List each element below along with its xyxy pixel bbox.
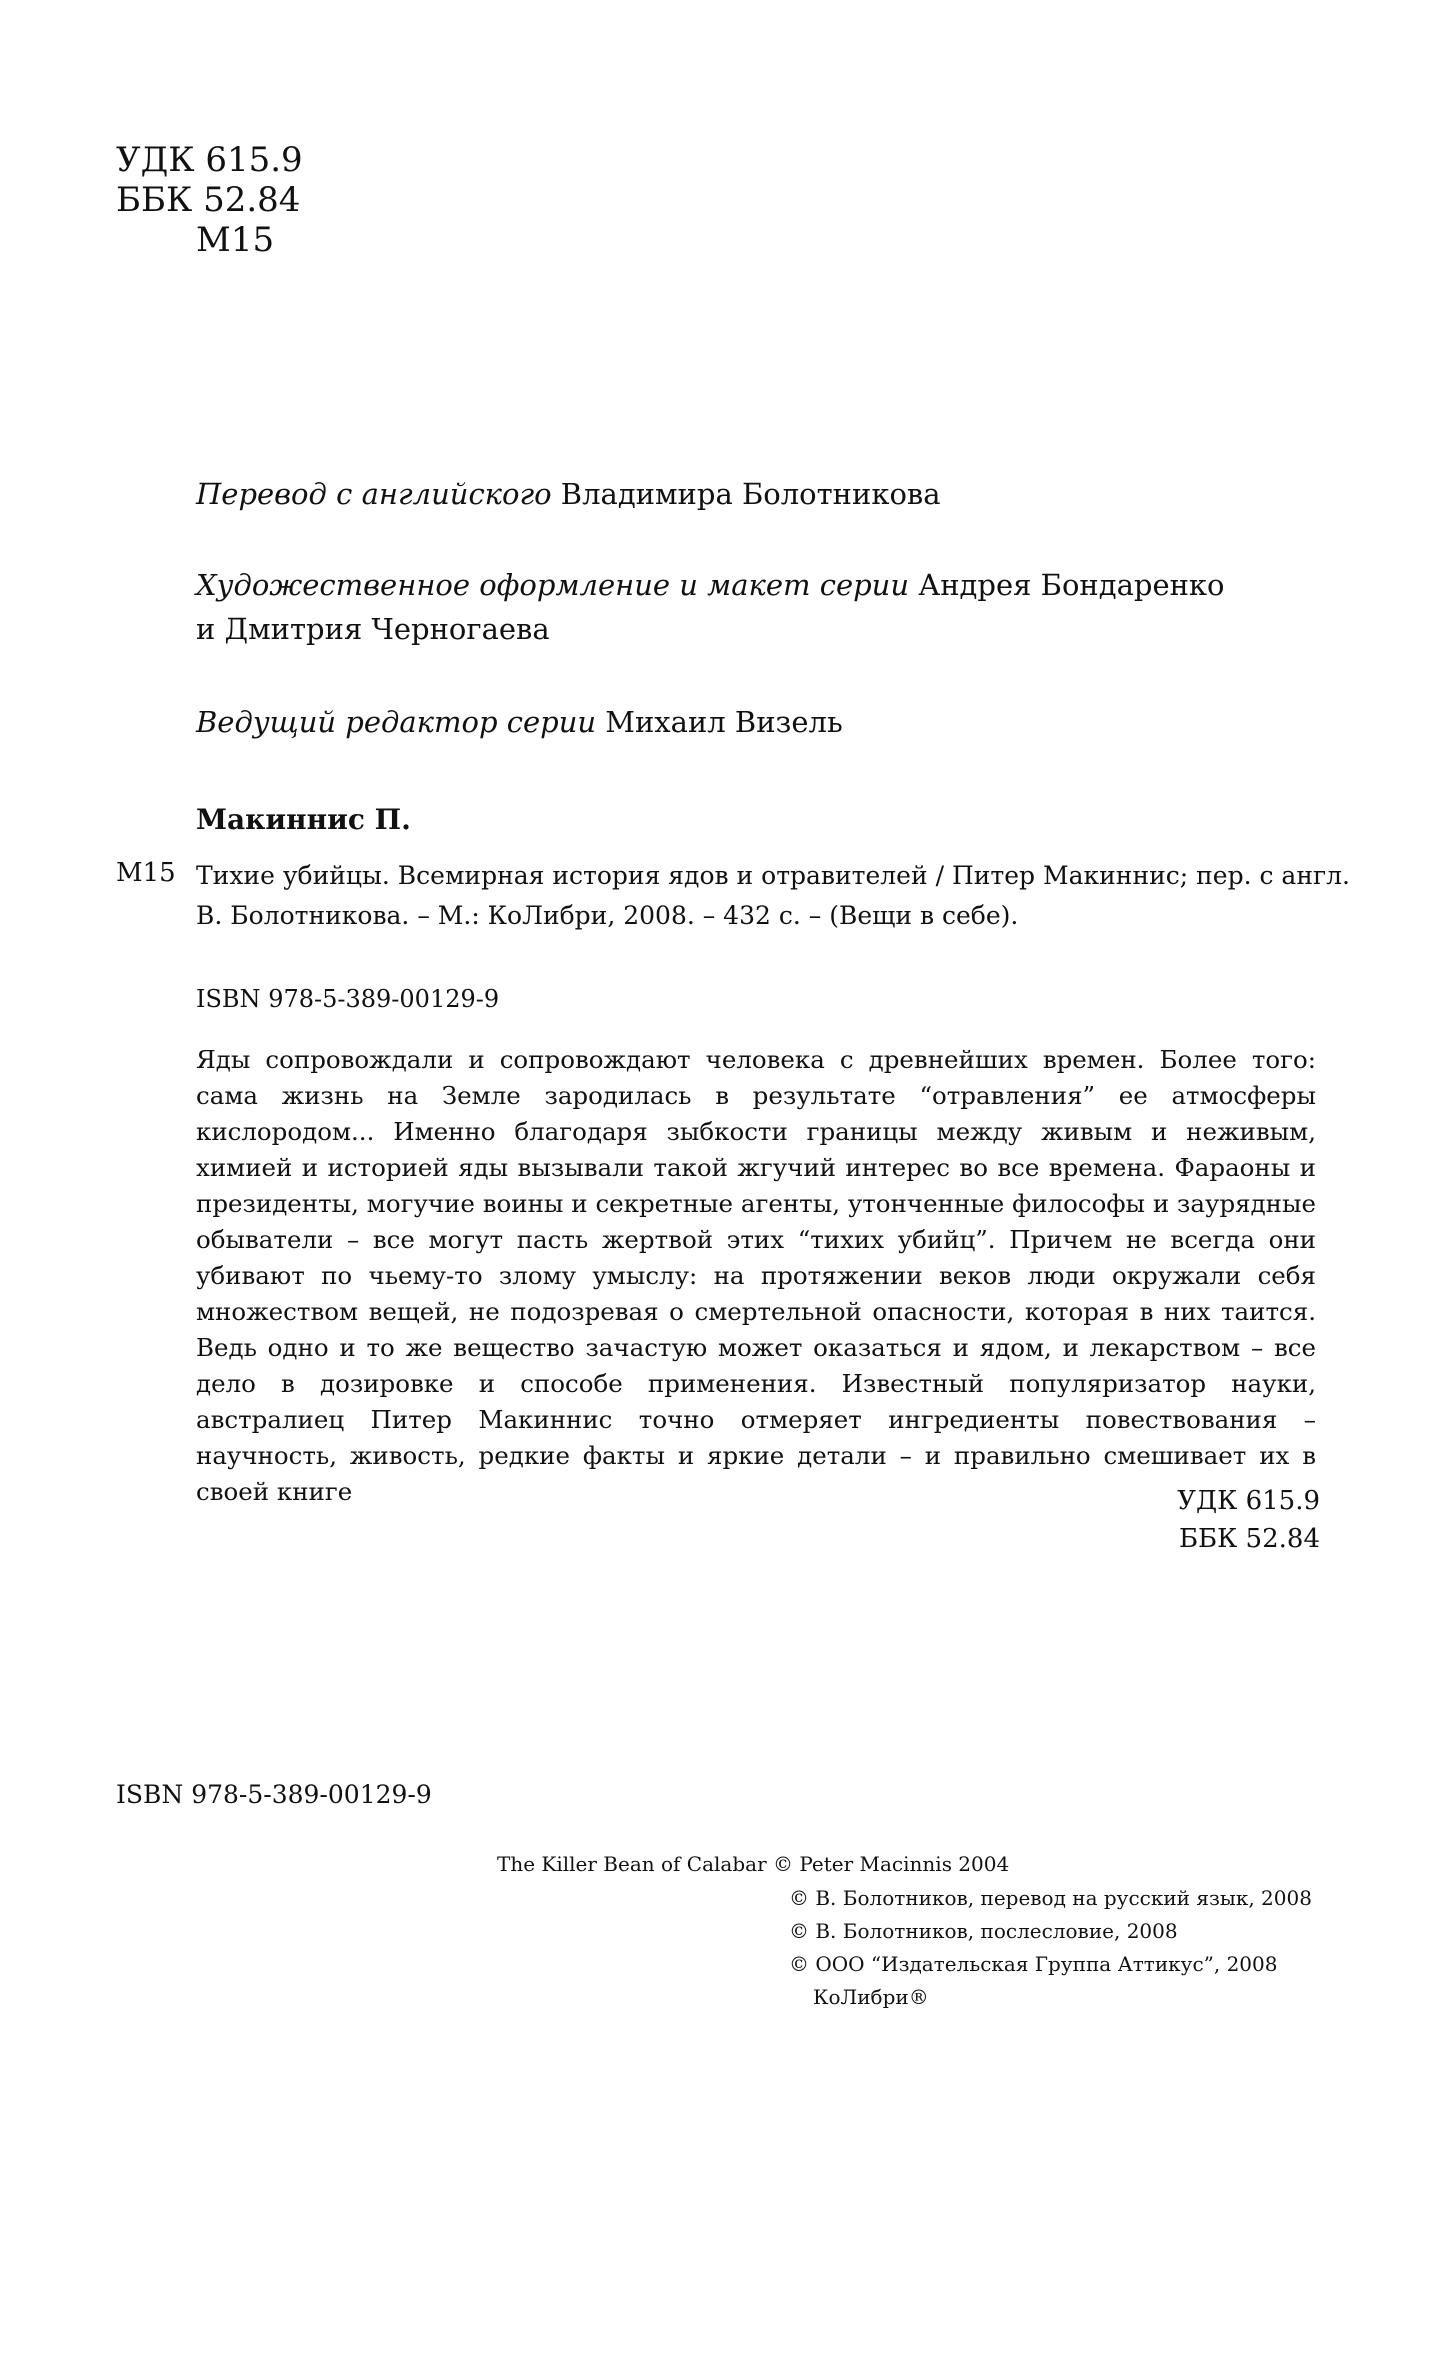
copyright-imprint: КоЛибри® [813, 1985, 929, 2009]
udk-code-right: УДК 615.9 [1177, 1486, 1320, 1516]
copyright-publisher: © ООО “Издательская Группа Аттикус”, 2008 [789, 1952, 1278, 1976]
classification-codes-right [1177, 1482, 1320, 1558]
copyright-original: The Killer Bean of Calabar © Peter Macinnis 2004 [497, 1852, 1010, 1876]
credit-role: Перевод с английского [196, 477, 552, 511]
catalog-isbn: ISBN 978-5-389-00129-9 [196, 985, 500, 1013]
copyright-block [789, 1882, 1312, 2014]
credit-role: Художественное оформление и макет серии [196, 568, 910, 602]
udk-code: УДК 615.9 [116, 140, 303, 180]
book-abstract: Яды сопровождали и сопровождают человека с древнейших времен. Более того: сама жизнь на Земле зародилась в результате “отравления” ее атмосферы кислородом... Именно благодаря зыбкости границы между живым и неживым, химией и историей яды вызывали такой жгучий интерес во все времена. Фараоны и президенты, могучие воины и секретные агенты, утонченные философы и заурядные обыватели – все могут пасть жертвой этих “тихих убийц”. Причем не всегда они убивают по чьему-то злому умыслу: на протяжении веков люди окружали себя множеством вещей, не подозревая о смертельной опасности, которая в них таится. Ведь одно и то же вещество зачастую может оказаться и ядом, и лекарством – все дело в дозировке и способе применения. Известный популяризатор науки, австралиец Питер Макиннис точно отмеряет ингредиенты повествования – научность, живость, редкие факты и яркие детали – и правильно смешивает их в своей книге [196, 1045, 1316, 1506]
credit-name: Андрея Бондаренко [918, 568, 1225, 602]
catalog-author-heading: Макиннис П. [196, 803, 411, 836]
catalog-description [196, 856, 1350, 936]
copyright-afterword: © В. Болотников, послесловие, 2008 [789, 1919, 1178, 1943]
copyright-translation: © В. Болотников, перевод на русский язык, 2008 [789, 1886, 1312, 1910]
translator-credit [196, 472, 941, 516]
catalog-line-2: В. Болотникова. – М.: КоЛибри, 2008. – 432 с. – (Вещи в себе). [196, 901, 1019, 930]
isbn-bottom: ISBN 978-5-389-00129-9 [116, 1780, 432, 1809]
credit-name: Владимира Болотникова [560, 477, 941, 511]
bbk-code-right: ББК 52.84 [1178, 1524, 1320, 1554]
author-mark: М15 [196, 220, 275, 260]
bbk-code: ББК 52.84 [116, 180, 301, 220]
credit-role: Ведущий редактор серии [196, 705, 597, 739]
catalog-code: М15 [116, 858, 176, 888]
editor-credit [196, 700, 843, 744]
credit-continuation: и Дмитрия Черногаева [196, 612, 550, 646]
classification-block [116, 140, 303, 260]
catalog-line-1: Тихие убийцы. Всемирная история ядов и отравителей / Питер Макиннис; пер. с англ. [196, 861, 1350, 890]
design-credit [196, 563, 1225, 651]
credit-name: Михаил Визель [605, 705, 843, 739]
